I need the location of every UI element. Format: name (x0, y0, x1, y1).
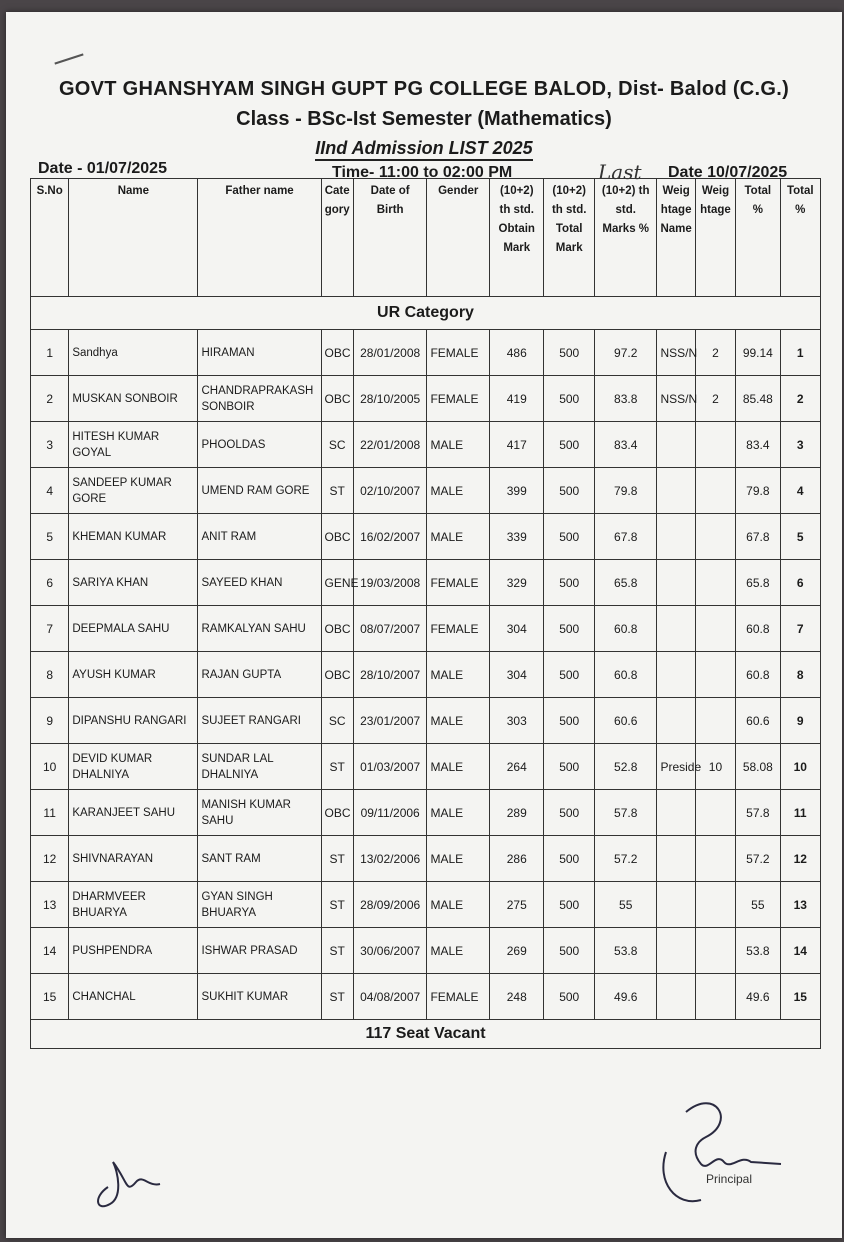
total-marks-cell: 500 (544, 330, 594, 376)
student-name-cell: MUSKAN SONBOIR (69, 376, 198, 422)
date-of-birth-cell: 28/10/2007 (353, 652, 427, 698)
principal-signature-image (646, 1092, 796, 1212)
document-page (6, 12, 842, 1238)
date-of-birth-cell: 19/03/2008 (353, 560, 427, 606)
category-cell: GENE (321, 560, 353, 606)
serial-number-cell: 8 (31, 652, 69, 698)
seat-vacant-note: 117 Seat Vacant (31, 1020, 821, 1049)
rank-cell: 13 (780, 882, 820, 928)
total-percent-cell: 57.8 (736, 790, 780, 836)
table-row (31, 790, 821, 836)
serial-number-cell: 3 (31, 422, 69, 468)
obtained-marks-cell: 304 (490, 606, 544, 652)
category-label: UR Category (31, 297, 821, 330)
gender-cell: MALE (427, 698, 490, 744)
serial-number-cell: 11 (31, 790, 69, 836)
gender-cell: MALE (427, 744, 490, 790)
weightage-name-cell (657, 422, 695, 468)
table-row (31, 744, 821, 790)
category-cell: OBC (321, 606, 353, 652)
rank-cell: 9 (780, 698, 820, 744)
student-name-cell: DEVID KUMAR DHALNIYA (69, 744, 198, 790)
obtained-marks-cell: 339 (490, 514, 544, 560)
pen-mark (54, 53, 83, 64)
table-row (31, 652, 821, 698)
category-cell: OBC (321, 330, 353, 376)
date-of-birth-cell: 13/02/2006 (353, 836, 427, 882)
weightage-name-cell (657, 836, 695, 882)
college-title: GOVT GHANSHYAM SINGH GUPT PG COLLEGE BALOD, Dist- Balod (C.G.) (58, 78, 790, 100)
student-name-cell: CHANCHAL (69, 974, 198, 1020)
col-header: (10+2) th std. Total Mark (544, 179, 594, 297)
table-row (31, 514, 821, 560)
obtained-marks-cell: 486 (490, 330, 544, 376)
weightage-name-cell (657, 514, 695, 560)
rank-cell: 14 (780, 928, 820, 974)
father-name-cell: UMEND RAM GORE (198, 468, 321, 514)
father-name-cell: ANIT RAM (198, 514, 321, 560)
total-percent-cell: 57.2 (736, 836, 780, 882)
father-name-cell: CHANDRAPRAKASH SONBOIR (198, 376, 321, 422)
serial-number-cell: 13 (31, 882, 69, 928)
total-marks-cell: 500 (544, 468, 594, 514)
father-name-cell: SANT RAM (198, 836, 321, 882)
student-name-cell: SANDEEP KUMAR GORE (69, 468, 198, 514)
weightage-name-cell (657, 790, 695, 836)
weightage-name-cell (657, 560, 695, 606)
col-header: (10+2) th std. Obtain Mark (490, 179, 544, 297)
col-header: Name (69, 179, 198, 297)
weightage-name-cell (657, 468, 695, 514)
serial-number-cell: 9 (31, 698, 69, 744)
table-row (31, 560, 821, 606)
category-cell: ST (321, 744, 353, 790)
father-name-cell: GYAN SINGH BHUARYA (198, 882, 321, 928)
rank-cell: 10 (780, 744, 820, 790)
total-percent-cell: 58.08 (736, 744, 780, 790)
marks-percent-cell: 67.8 (594, 514, 657, 560)
obtained-marks-cell: 304 (490, 652, 544, 698)
gender-cell: MALE (427, 836, 490, 882)
total-percent-cell: 65.8 (736, 560, 780, 606)
rank-cell: 1 (780, 330, 820, 376)
col-header: Gender (427, 179, 490, 297)
marks-percent-cell: 57.2 (594, 836, 657, 882)
weightage-cell (695, 560, 735, 606)
table-row (31, 422, 821, 468)
serial-number-cell: 4 (31, 468, 69, 514)
weightage-cell (695, 514, 735, 560)
weightage-name-cell (657, 698, 695, 744)
table-row (31, 836, 821, 882)
weightage-name-cell (657, 882, 695, 928)
serial-number-cell: 12 (31, 836, 69, 882)
marks-percent-cell: 60.8 (594, 652, 657, 698)
marks-percent-cell: 79.8 (594, 468, 657, 514)
table-row (31, 468, 821, 514)
rank-cell: 8 (780, 652, 820, 698)
total-percent-cell: 60.6 (736, 698, 780, 744)
date-of-birth-cell: 02/10/2007 (353, 468, 427, 514)
weightage-cell (695, 468, 735, 514)
student-name-cell: KHEMAN KUMAR (69, 514, 198, 560)
col-header: Weightage (695, 179, 735, 297)
total-percent-cell: 55 (736, 882, 780, 928)
marks-percent-cell: 83.4 (594, 422, 657, 468)
rank-cell: 4 (780, 468, 820, 514)
table-row (31, 376, 821, 422)
total-marks-cell: 500 (544, 790, 594, 836)
list-title: IInd Admission LIST 2025 (6, 138, 842, 159)
student-name-cell: Sandhya (69, 330, 198, 376)
principal-label: Principal (706, 1172, 753, 1186)
handwritten-last-note: Last (598, 160, 642, 184)
gender-cell: MALE (427, 928, 490, 974)
marks-percent-cell: 60.8 (594, 606, 657, 652)
obtained-marks-cell: 419 (490, 376, 544, 422)
weightage-name-cell: NSS/N (657, 330, 695, 376)
total-marks-cell: 500 (544, 974, 594, 1020)
marks-percent-cell: 49.6 (594, 974, 657, 1020)
total-percent-cell: 49.6 (736, 974, 780, 1020)
obtained-marks-cell: 269 (490, 928, 544, 974)
serial-number-cell: 2 (31, 376, 69, 422)
serial-number-cell: 15 (31, 974, 69, 1020)
gender-cell: MALE (427, 422, 490, 468)
weightage-cell (695, 422, 735, 468)
weightage-cell (695, 882, 735, 928)
table-row (31, 698, 821, 744)
col-header: Total % (736, 179, 780, 297)
weightage-name-cell: NSS/N (657, 376, 695, 422)
obtained-marks-cell: 275 (490, 882, 544, 928)
table-row (31, 882, 821, 928)
obtained-marks-cell: 286 (490, 836, 544, 882)
father-name-cell: MANISH KUMAR SAHU (198, 790, 321, 836)
date-of-birth-cell: 30/06/2007 (353, 928, 427, 974)
total-percent-cell: 83.4 (736, 422, 780, 468)
marks-percent-cell: 97.2 (594, 330, 657, 376)
weightage-name-cell (657, 606, 695, 652)
col-header: Date of Birth (353, 179, 427, 297)
table-row (31, 974, 821, 1020)
weightage-cell (695, 790, 735, 836)
time-slot: Time- 11:00 to 02:00 PM (332, 164, 513, 181)
date-of-birth-cell: 04/08/2007 (353, 974, 427, 1020)
total-marks-cell: 500 (544, 882, 594, 928)
total-percent-cell: 60.8 (736, 606, 780, 652)
table-header-row (31, 179, 821, 297)
signature-left-image (88, 1142, 188, 1212)
weightage-name-cell (657, 928, 695, 974)
total-marks-cell: 500 (544, 422, 594, 468)
date-of-birth-cell: 08/07/2007 (353, 606, 427, 652)
category-cell: OBC (321, 790, 353, 836)
category-cell: ST (321, 468, 353, 514)
marks-percent-cell: 65.8 (594, 560, 657, 606)
category-cell: SC (321, 698, 353, 744)
student-name-cell: PUSHPENDRA (69, 928, 198, 974)
col-header: Weightage Name (657, 179, 695, 297)
marks-percent-cell: 55 (594, 882, 657, 928)
father-name-cell: PHOOLDAS (198, 422, 321, 468)
date-of-birth-cell: 09/11/2006 (353, 790, 427, 836)
weightage-name-cell (657, 652, 695, 698)
total-percent-cell: 85.48 (736, 376, 780, 422)
student-name-cell: AYUSH KUMAR (69, 652, 198, 698)
category-cell: ST (321, 882, 353, 928)
total-marks-cell: 500 (544, 928, 594, 974)
category-cell: OBC (321, 652, 353, 698)
marks-percent-cell: 60.6 (594, 698, 657, 744)
weightage-cell: 10 (695, 744, 735, 790)
father-name-cell: SUJEET RANGARI (198, 698, 321, 744)
total-marks-cell: 500 (544, 514, 594, 560)
obtained-marks-cell: 289 (490, 790, 544, 836)
col-header: Total % (780, 179, 820, 297)
serial-number-cell: 14 (31, 928, 69, 974)
gender-cell: FEMALE (427, 606, 490, 652)
date-right: Date 10/07/2025 (668, 164, 788, 181)
obtained-marks-cell: 417 (490, 422, 544, 468)
gender-cell: FEMALE (427, 974, 490, 1020)
total-marks-cell: 500 (544, 836, 594, 882)
serial-number-cell: 1 (31, 330, 69, 376)
student-name-cell: SHIVNARAYAN (69, 836, 198, 882)
total-marks-cell: 500 (544, 652, 594, 698)
weightage-name-cell: Preside (657, 744, 695, 790)
date-of-birth-cell: 16/02/2007 (353, 514, 427, 560)
total-percent-cell: 79.8 (736, 468, 780, 514)
obtained-marks-cell: 248 (490, 974, 544, 1020)
rank-cell: 7 (780, 606, 820, 652)
admission-table (30, 178, 821, 1049)
student-name-cell: HITESH KUMAR GOYAL (69, 422, 198, 468)
total-marks-cell: 500 (544, 606, 594, 652)
date-left: Date - 01/07/2025 (38, 160, 167, 177)
weightage-name-cell (657, 974, 695, 1020)
col-header: (10+2) th std. Marks % (594, 179, 657, 297)
student-name-cell: SARIYA KHAN (69, 560, 198, 606)
obtained-marks-cell: 329 (490, 560, 544, 606)
obtained-marks-cell: 399 (490, 468, 544, 514)
rank-cell: 15 (780, 974, 820, 1020)
gender-cell: MALE (427, 652, 490, 698)
student-name-cell: DHARMVEER BHUARYA (69, 882, 198, 928)
total-percent-cell: 67.8 (736, 514, 780, 560)
category-cell: ST (321, 974, 353, 1020)
father-name-cell: RAJAN GUPTA (198, 652, 321, 698)
rank-cell: 3 (780, 422, 820, 468)
weightage-cell (695, 652, 735, 698)
total-percent-cell: 60.8 (736, 652, 780, 698)
date-of-birth-cell: 01/03/2007 (353, 744, 427, 790)
date-of-birth-cell: 22/01/2008 (353, 422, 427, 468)
category-cell: ST (321, 928, 353, 974)
category-cell: SC (321, 422, 353, 468)
date-of-birth-cell: 28/09/2006 (353, 882, 427, 928)
table-row (31, 606, 821, 652)
father-name-cell: SUKHIT KUMAR (198, 974, 321, 1020)
serial-number-cell: 7 (31, 606, 69, 652)
gender-cell: MALE (427, 468, 490, 514)
col-header: Father name (198, 179, 321, 297)
total-marks-cell: 500 (544, 744, 594, 790)
serial-number-cell: 6 (31, 560, 69, 606)
serial-number-cell: 10 (31, 744, 69, 790)
weightage-cell (695, 836, 735, 882)
total-percent-cell: 53.8 (736, 928, 780, 974)
total-marks-cell: 500 (544, 560, 594, 606)
rank-cell: 2 (780, 376, 820, 422)
date-of-birth-cell: 23/01/2007 (353, 698, 427, 744)
weightage-cell (695, 606, 735, 652)
category-row (31, 297, 821, 330)
category-cell: OBC (321, 514, 353, 560)
table-row (31, 928, 821, 974)
date-of-birth-cell: 28/01/2008 (353, 330, 427, 376)
marks-percent-cell: 53.8 (594, 928, 657, 974)
date-of-birth-cell: 28/10/2005 (353, 376, 427, 422)
rank-cell: 11 (780, 790, 820, 836)
marks-percent-cell: 57.8 (594, 790, 657, 836)
col-header: S.No (31, 179, 69, 297)
col-header: Category (321, 179, 353, 297)
father-name-cell: ISHWAR PRASAD (198, 928, 321, 974)
class-line: Class - BSc-Ist Semester (Mathematics) (236, 108, 612, 130)
gender-cell: FEMALE (427, 376, 490, 422)
weightage-cell (695, 928, 735, 974)
rank-cell: 5 (780, 514, 820, 560)
weightage-cell (695, 698, 735, 744)
total-percent-cell: 99.14 (736, 330, 780, 376)
total-marks-cell: 500 (544, 698, 594, 744)
marks-percent-cell: 83.8 (594, 376, 657, 422)
student-name-cell: KARANJEET SAHU (69, 790, 198, 836)
rank-cell: 6 (780, 560, 820, 606)
table-row (31, 330, 821, 376)
obtained-marks-cell: 264 (490, 744, 544, 790)
serial-number-cell: 5 (31, 514, 69, 560)
gender-cell: MALE (427, 514, 490, 560)
gender-cell: MALE (427, 882, 490, 928)
weightage-cell: 2 (695, 376, 735, 422)
footer-row (31, 1020, 821, 1049)
gender-cell: FEMALE (427, 560, 490, 606)
category-cell: OBC (321, 376, 353, 422)
student-name-cell: DEEPMALA SAHU (69, 606, 198, 652)
rank-cell: 12 (780, 836, 820, 882)
father-name-cell: RAMKALYAN SAHU (198, 606, 321, 652)
marks-percent-cell: 52.8 (594, 744, 657, 790)
weightage-cell: 2 (695, 330, 735, 376)
category-cell: ST (321, 836, 353, 882)
gender-cell: FEMALE (427, 330, 490, 376)
gender-cell: MALE (427, 790, 490, 836)
weightage-cell (695, 974, 735, 1020)
obtained-marks-cell: 303 (490, 698, 544, 744)
father-name-cell: HIRAMAN (198, 330, 321, 376)
total-marks-cell: 500 (544, 376, 594, 422)
father-name-cell: SAYEED KHAN (198, 560, 321, 606)
student-name-cell: DIPANSHU RANGARI (69, 698, 198, 744)
father-name-cell: SUNDAR LAL DHALNIYA (198, 744, 321, 790)
